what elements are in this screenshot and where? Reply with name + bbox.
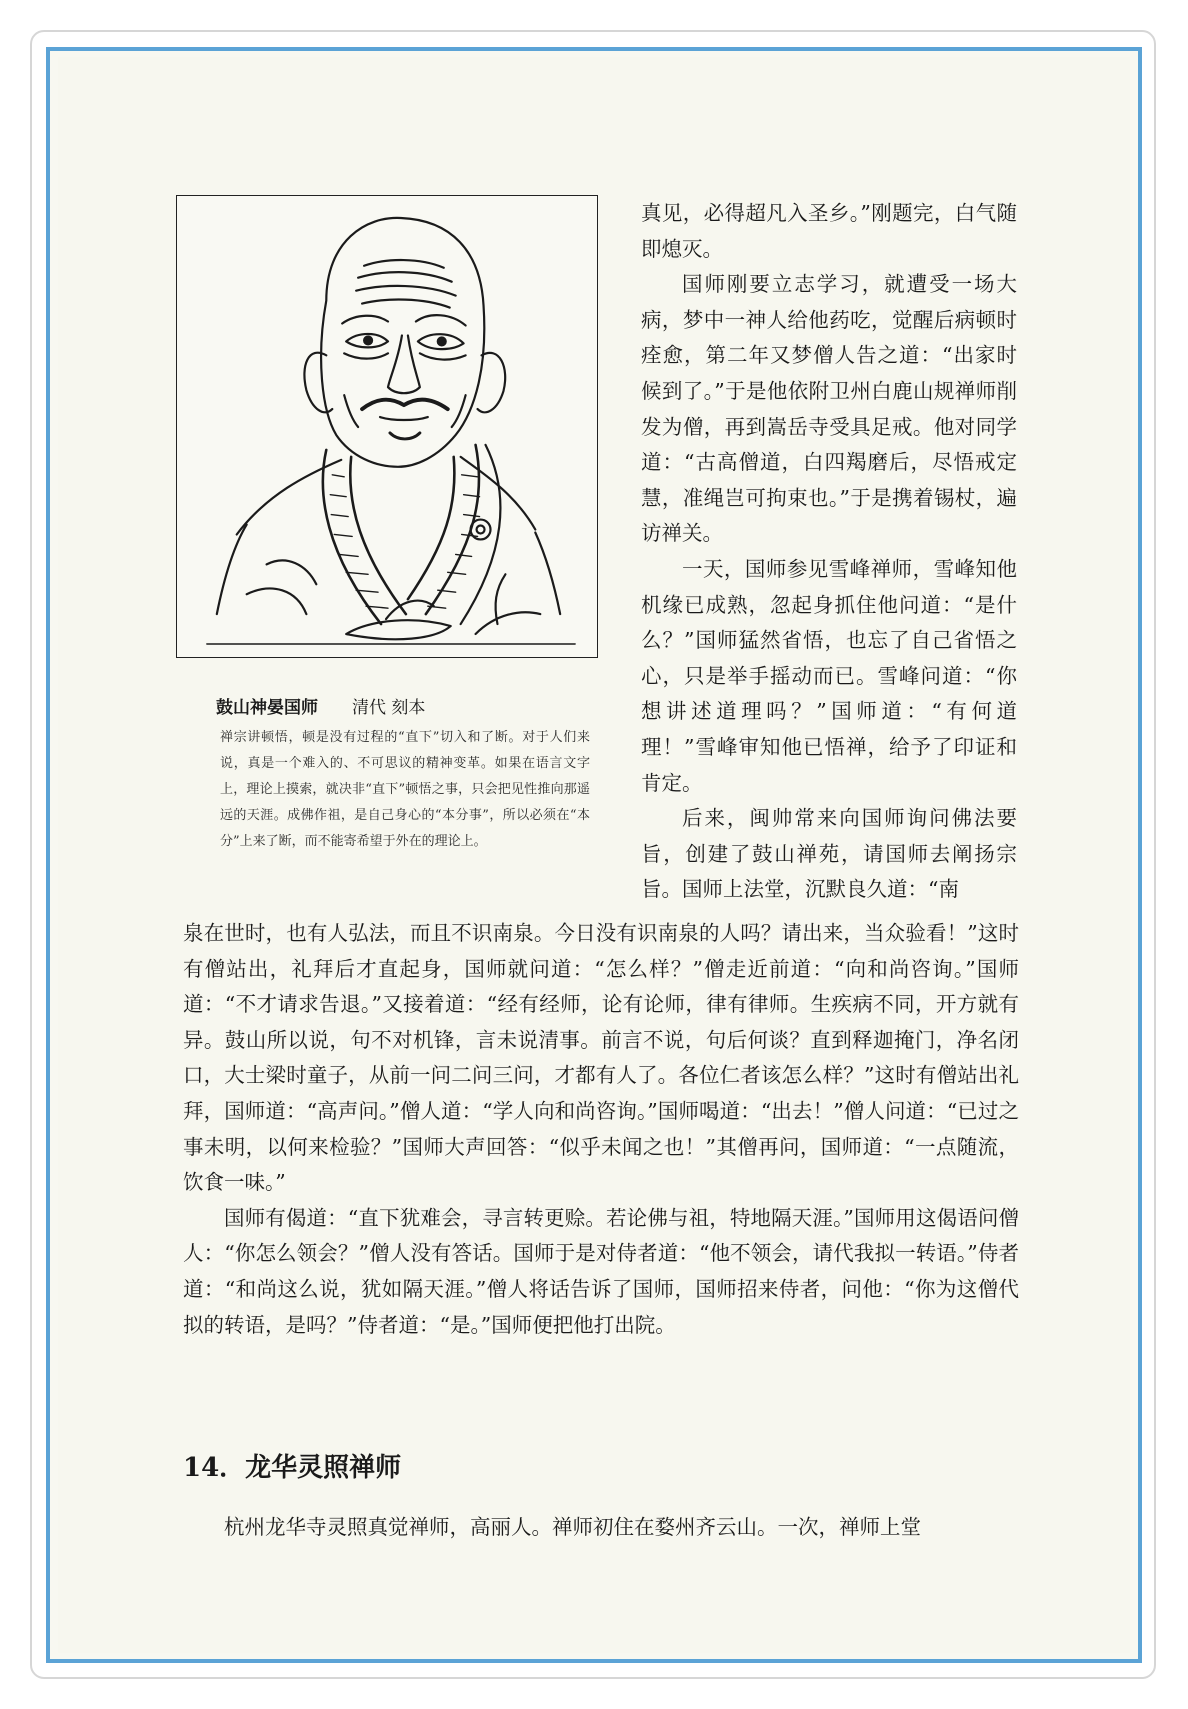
caption-title-name: 鼓山神晏国师 xyxy=(216,698,318,718)
section-first-paragraph xyxy=(183,1510,1019,1546)
portrait-illustration xyxy=(176,195,598,658)
paragraph: 国师刚要立志学习，就遭受一场大病，梦中一神人给他药吃，觉醒后病顿时痊愈，第二年又梦僧人告之道：“出家时候到了。”于是他依附卫州白鹿山规禅师削发为僧，再到嵩岳寺受具足戒。他对同学道：“古高僧道，白四羯磨后，尽悟戒定慧，准绳岂可拘束也。”于是携着锡杖，遍访禅关。 xyxy=(641,272,1017,546)
monk-woodcut-image xyxy=(177,196,597,657)
right-column-text xyxy=(641,196,1017,908)
full-width-text xyxy=(183,916,1019,1343)
portrait-caption-text: 禅宗讲顿悟，顿是没有过程的“直下”切入和了断。对于人们来说，真是一个难入的、不可思议的精神变革。如果在语言文字上，理论上摸索，就决非“直下”顿悟之事，只会把见性推向那遥远的天涯。成佛作祖，是自己身心的“本分事”，所以必须在“本分”上来了断，而不能寄希望于外在的理论上。 xyxy=(220,730,590,849)
paragraph: 真见，必得超凡入圣乡。”刚题完，白气随即熄灭。 xyxy=(641,201,1017,261)
section-heading: 14．龙华灵照禅师 xyxy=(183,1453,402,1483)
paragraph: 杭州龙华寺灵照真觉禅师，高丽人。禅师初住在婺州齐云山。一次，禅师上堂 xyxy=(224,1515,921,1539)
paragraph: 一天，国师参见雪峰禅师，雪峰知他机缘已成熟，忽起身抓住他问道：“是什么？”国师猛然省悟，也忘了自己省悟之心，只是举手摇动而已。雪峰问道：“你想讲述道理吗？”国师道：“有何道理！”雪峰审知他已悟禅，给予了印证和肯定。 xyxy=(641,556,1017,795)
paragraph: 后来，闽帅常来向国师询问佛法要旨，创建了鼓山禅苑，请国师去阐扬宗旨。国师上法堂，沉默良久道：“南 xyxy=(641,806,1017,902)
paragraph: 泉在世时，也有人弘法，而且不识南泉。今日没有识南泉的人吗？请出来，当众验看！”这时有僧站出，礼拜后才直起身，国师就问道：“怎么样？”僧走近前道：“向和尚咨询。”国师道：“不才请求告退。”又接着道：“经有经师，论有论师，律有律师。生疾病不同，开方就有异。鼓山所以说，句不对机锋，言未说清事。前言不说，句后何谈？直到释迦掩门，净名闭口，大士梁时童子，从前一问二问三问，才都有人了。各位仁者该怎么样？”这时有僧站出礼拜，国师道：“高声问。”僧人道：“学人向和尚咨询。”国师喝道：“出去！”僧人问道：“已过之事未明，以何来检验？”国师大声回答：“似乎未闻之也！”其僧再问，国师道：“一点随流，饮食一味。” xyxy=(183,921,1019,1195)
portrait-caption-title xyxy=(216,693,596,721)
paragraph: 国师有偈道：“直下犹难会，寻言转更赊。若论佛与祖，特地隔天涯。”国师用这偈语问僧人：“你怎么领会？”僧人没有答话。国师于是对侍者道：“他不领会，请代我拟一转语。”侍者道：“和尚这么说，犹如隔天涯。”僧人将话告诉了国师，国师招来侍者，问他：“你为这僧代拟的转语，是吗？”侍者道：“是。”国师便把他打出院。 xyxy=(183,1205,1019,1337)
caption-subtitle: 清代 刻本 xyxy=(352,698,426,718)
